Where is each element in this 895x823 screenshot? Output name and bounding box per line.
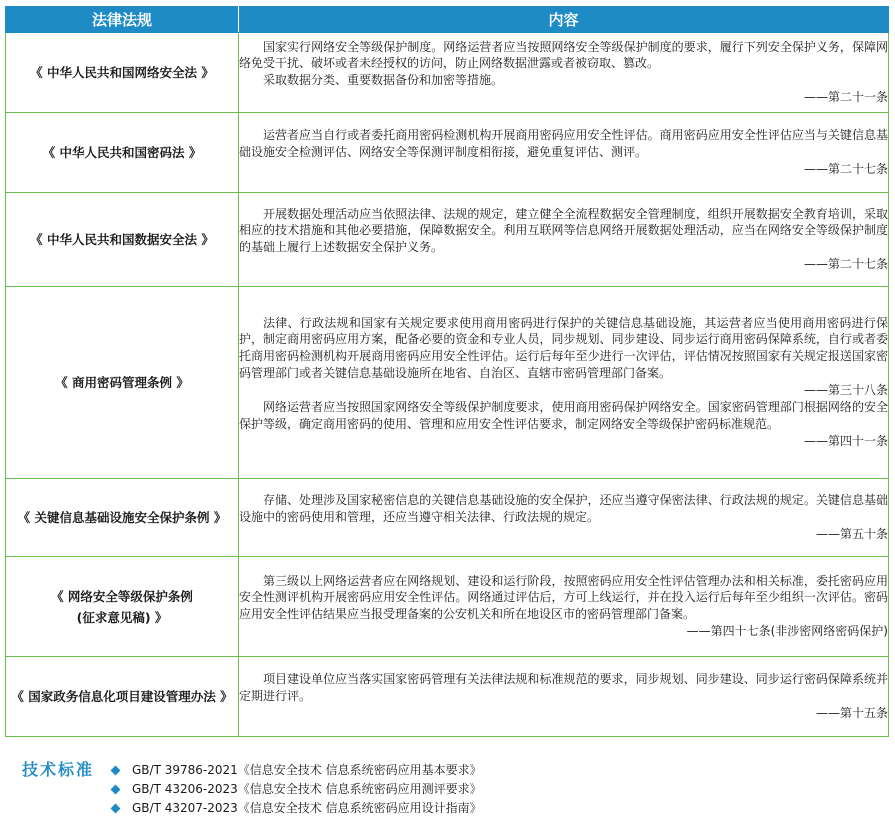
diamond-bullet-icon (111, 785, 121, 795)
law-name: 《 国家政务信息化项目建设管理办法 》 (11, 689, 233, 704)
law-content-cell (239, 193, 889, 287)
table-header-row (6, 7, 889, 33)
law-name-cell (6, 657, 239, 737)
standard-item (108, 799, 482, 818)
law-name-cell (6, 113, 239, 193)
standard-text: GB/T 39786-2021《信息安全技术 信息系统密码应用基本要求》 (132, 763, 482, 777)
provision-text: 采取数据分类、重要数据备份和加密等措施。 (263, 72, 504, 87)
table-row (6, 113, 889, 193)
provision-text: 项目建设单位应当落实国家密码管理有关法律法规和标准规范的要求，同步规划、同步建设、同步运行密码保障系统并定期进行评。 (239, 671, 888, 703)
article-reference: ——第十五条 (815, 706, 888, 721)
law-name: 《 关键信息基础设施安全保护条例 》 (17, 510, 227, 525)
law-content-cell (239, 113, 889, 193)
table-row (6, 557, 889, 657)
table-row (6, 287, 889, 479)
provision-text: 开展数据处理活动应当依照法律、法规的规定，建立健全全流程数据安全管理制度，组织开展数据安全教育培训，采取相应的技术措施和其他必要措施，保障数据安全。利用互联网等信息网络开展数据处理活动，应当在网络安全等级保护制度的基础上履行上述数据安全保护义务。 (239, 206, 888, 254)
law-name-cell (6, 33, 239, 113)
law-name-cell (6, 193, 239, 287)
article-reference: ——第二十一条 (803, 90, 888, 105)
law-name-cell (6, 479, 239, 557)
standard-item (108, 780, 482, 799)
table-row (6, 193, 889, 287)
provision-text: 存储、处理涉及国家秘密信息的关键信息基础设施的安全保护，还应当遵守保密法律、行政法规的规定。关键信息基础设施中的密码使用和管理，还应当遵守相关法律、行政法规的规定。 (239, 492, 888, 524)
law-content-cell (239, 479, 889, 557)
standard-text: GB/T 43206-2023《信息安全技术 信息系统密码应用测评要求》 (132, 782, 482, 796)
article-reference: ——第三十八条 (803, 383, 888, 398)
provision-text: 国家实行网络安全等级保护制度。网络运营者应当按照网络安全等级保护制度的要求，履行下列安全保护义务，保障网络免受干扰、破坏或者未经授权的访问，防止网络数据泄露或者被窃取、篡改。 (239, 39, 888, 71)
standard-item (108, 761, 482, 780)
provision-text: 第三级以上网络运营者应在网络规划、建设和运行阶段，按照密码应用安全性评估管理办法和相关标准，委托密码应用安全性测评机构开展密码应用安全性评估。网络通过评估后，方可上线运行，并在投入运行后每年至少组织一次评估。密码应用安全性评估结果应当报受理备案的公安机关和所在地设区市的密码管理部门备案。 (239, 573, 888, 621)
diamond-bullet-icon (111, 766, 121, 776)
law-content-cell (239, 557, 889, 657)
article-reference: ——第二十七条 (803, 162, 888, 177)
provision-text: 运营者应当自行或者委托商用密码检测机构开展商用密码应用安全性评估。商用密码应用安全性评估应当与关键信息基础设施安全检测评估、网络安全等保测评制度相衔接，避免重复评估、测评。 (239, 127, 888, 159)
provision-text: 法律、行政法规和国家有关规定要求使用商用密码进行保护的关键信息基础设施，其运营者应当使用商用密码进行保护，制定商用密码应用方案，配备必要的资金和专业人员，同步规划、同步建设、同步运行商用密码保障系统，自行或者委托商用密码检测机构开展商用密码应用安全性评估。运行后每年至少进行一次评估，评估情况按照国家有关规定报送国家密码管理部门或者关键信息基础设施所在地省、自治区、直辖市密码管理部门备案。 (239, 315, 888, 380)
law-name-cell (6, 557, 239, 657)
header-content: 内容 (239, 7, 889, 33)
article-reference: ——第二十七条 (803, 257, 888, 272)
header-law: 法律法规 (6, 7, 239, 33)
table-row (6, 479, 889, 557)
law-content-cell (239, 287, 889, 479)
law-table-container (5, 6, 888, 737)
article-reference: ——第四十一条 (803, 434, 888, 449)
law-name: 《 商用密码管理条例 》 (55, 375, 189, 390)
table-body (6, 33, 889, 737)
table-row (6, 33, 889, 113)
law-name: 《 网络安全等级保护条例 (51, 588, 193, 604)
tech-standards-label: 技术标准 (22, 760, 95, 779)
standard-text: GB/T 43207-2023《信息安全技术 信息系统密码应用设计指南》 (132, 801, 482, 815)
table-row (6, 657, 889, 737)
law-name: 《 中华人民共和国数据安全法 》 (30, 232, 214, 247)
law-table (5, 6, 889, 737)
law-content-cell (239, 33, 889, 113)
tech-standards-list (108, 761, 482, 818)
article-reference: ——第五十条 (815, 527, 888, 542)
law-name: (征求意见稿) 》 (76, 609, 168, 625)
law-name: 《 中华人民共和国密码法 》 (42, 145, 202, 160)
law-name-cell (6, 287, 239, 479)
article-reference: ——第四十七条(非涉密网络密码保护) (686, 624, 888, 639)
provision-text: 网络运营者应当按照国家网络安全等级保护制度要求，使用商用密码保护网络安全。国家密码管理部门根据网络的安全保护等级，确定商用密码的使用、管理和应用安全性评估要求，制定网络安全等级保护密码标准规范。 (239, 400, 888, 431)
law-name: 《 中华人民共和国网络安全法 》 (30, 65, 214, 80)
law-content-cell (239, 657, 889, 737)
diamond-bullet-icon (111, 804, 121, 814)
